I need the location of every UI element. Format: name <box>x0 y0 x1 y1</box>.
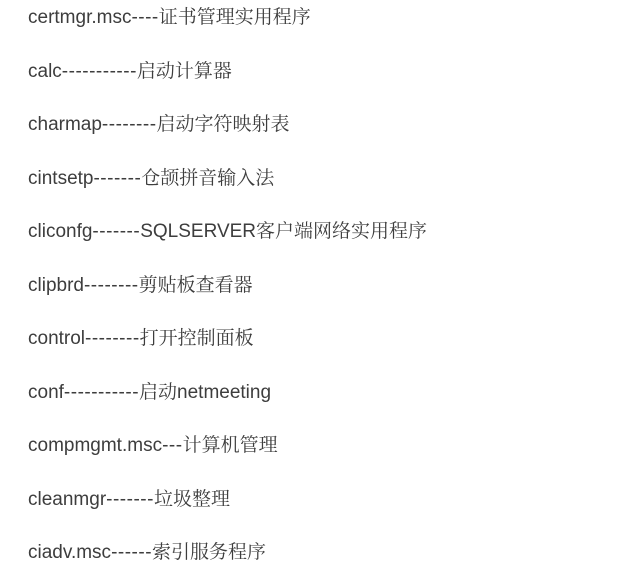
command-description: 垃圾整理 <box>153 488 230 510</box>
command-list-item <box>28 275 620 296</box>
dash-separator: ------- <box>93 167 142 189</box>
command-description: 启动计算器 <box>136 60 232 82</box>
command-description: 计算机管理 <box>182 435 278 456</box>
dash-separator: --- <box>162 435 183 456</box>
command-description: 证书管理实用程序 <box>158 7 311 28</box>
dash-separator: ----------- <box>63 381 140 403</box>
dash-separator: ----------- <box>61 60 137 82</box>
dash-separator: ------ <box>111 542 153 563</box>
dash-separator: -------- <box>101 114 157 135</box>
command-name: cleanmgr <box>28 488 107 510</box>
command-name: certmgr.msc <box>28 7 132 28</box>
dash-separator: -------- <box>85 328 140 349</box>
command-list-item <box>28 221 620 242</box>
command-list-item <box>28 114 620 135</box>
command-name: calc <box>28 60 62 82</box>
command-name: charmap <box>28 114 102 135</box>
command-list-item <box>28 542 620 563</box>
command-description: 启动字符映射表 <box>156 114 290 135</box>
command-name: conf <box>28 381 64 403</box>
command-name: control <box>28 328 86 349</box>
command-description: SQLSERVER客户端网络实用程序 <box>140 221 428 242</box>
command-list-item <box>28 435 620 456</box>
command-description: 剪贴板查看器 <box>138 274 253 296</box>
command-name: cintsetp <box>28 167 94 189</box>
command-list-item <box>28 489 620 510</box>
dash-separator: ------- <box>92 221 141 242</box>
command-description: 仓颉拼音输入法 <box>141 167 275 189</box>
command-description: 打开控制面板 <box>139 328 254 349</box>
command-description: 启动netmeeting <box>139 381 272 403</box>
dash-separator: ---- <box>131 7 159 28</box>
dash-separator: -------- <box>83 274 139 296</box>
command-list-item <box>28 328 620 349</box>
command-list-item <box>28 7 620 28</box>
dash-separator: ------- <box>106 488 154 510</box>
command-list-item <box>28 168 620 189</box>
command-name: compmgmt.msc <box>28 435 163 456</box>
command-name: clipbrd <box>28 274 84 296</box>
command-list-item <box>28 61 620 82</box>
command-name: cliconfg <box>28 221 93 242</box>
command-description: 索引服务程序 <box>152 542 267 563</box>
command-name: ciadv.msc <box>28 542 112 563</box>
command-list-item <box>28 382 620 403</box>
